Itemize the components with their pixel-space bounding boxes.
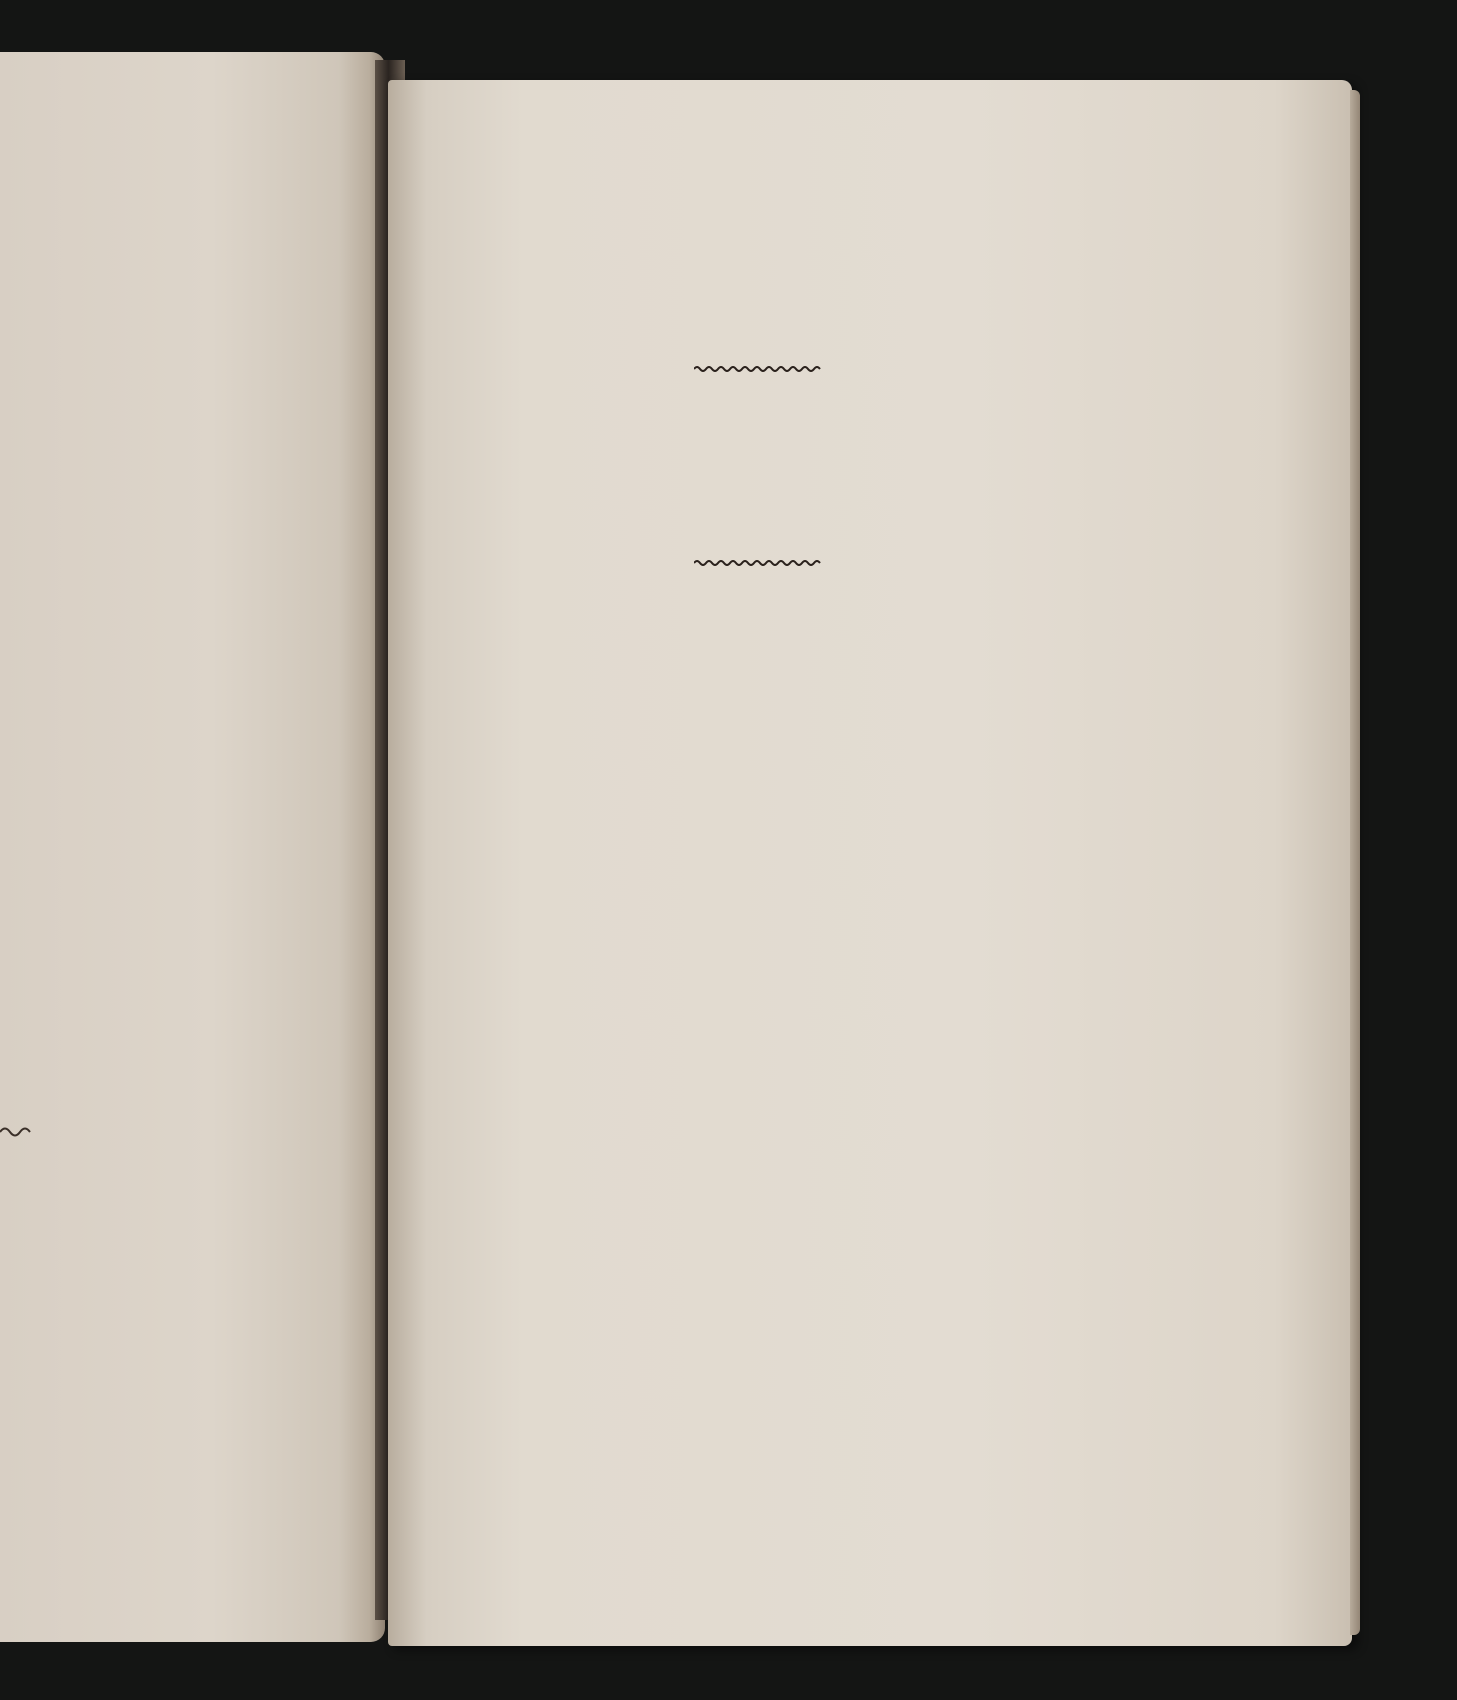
ornament-divider-2	[694, 558, 824, 568]
ornament-divider-1	[694, 364, 824, 374]
right-page	[388, 80, 1352, 1646]
left-page	[0, 52, 385, 1642]
left-ornament	[0, 1124, 40, 1143]
